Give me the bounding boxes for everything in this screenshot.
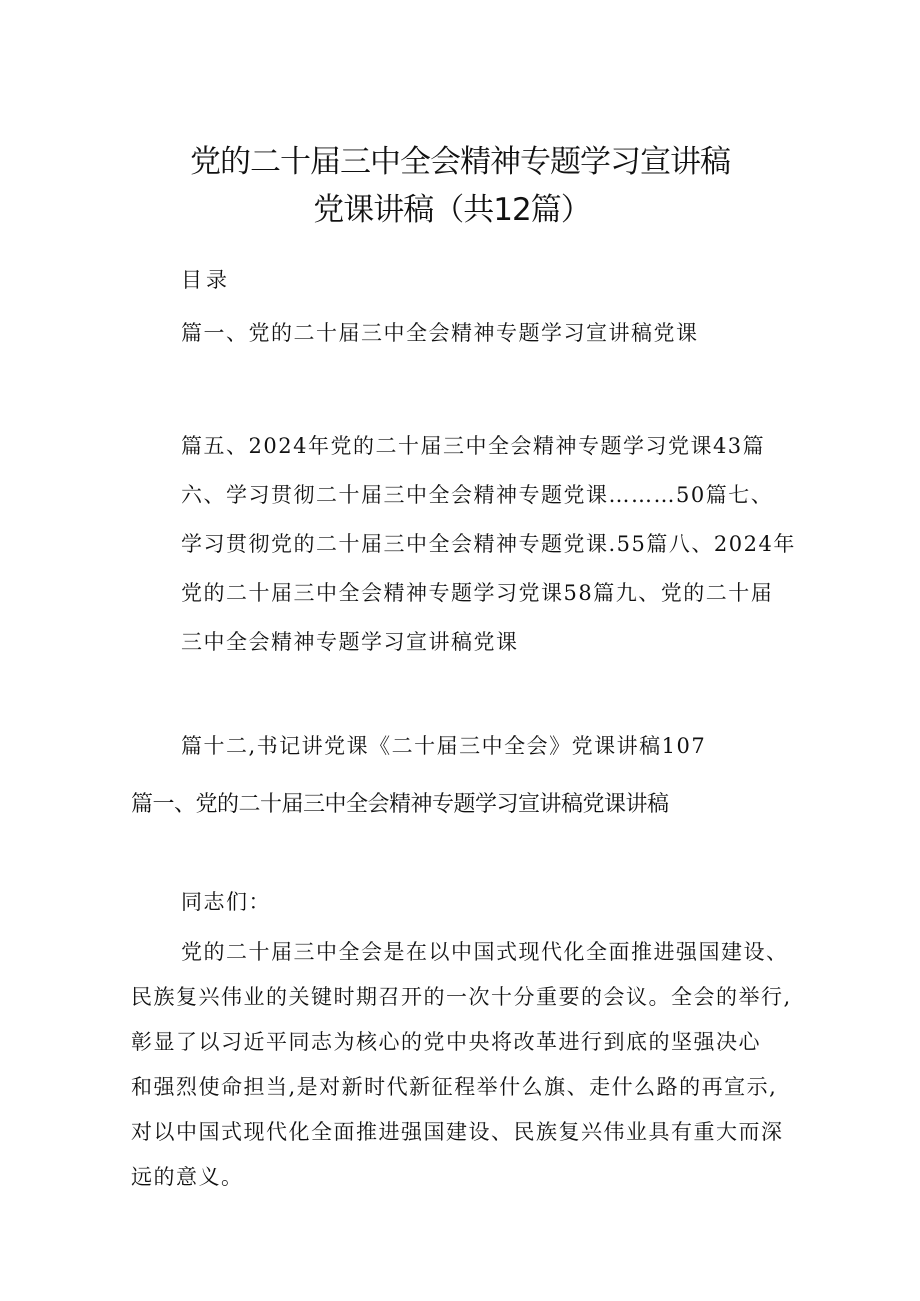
document-title-line-1: 党的二十届三中全会精神专题学习宣讲稿 (190, 144, 730, 180)
body-paragraph (131, 930, 811, 1200)
toc-line: 六、学习贯彻二十届三中全会精神专题党课………50篇七、 (181, 483, 774, 507)
toc-line: 篇十二,书记讲党课《二十届三中全会》党课讲稿107 (181, 734, 707, 758)
document-title-line-2: 党课讲稿（共12篇） (313, 192, 591, 228)
body-line: 党的二十届三中全会是在以中国式现代化全面推进强国建设、 (181, 940, 789, 964)
toc-line: 党的二十届三中全会精神专题学习党课58篇九、党的二十届 (181, 581, 774, 605)
body-line: 彰显了以习近平同志为核心的党中央将改革进行到底的坚强决心 (131, 1030, 761, 1054)
toc-label: 目录 (181, 268, 231, 292)
toc-line: 学习贯彻党的二十届三中全会精神专题党课.55篇八、2024年 (181, 532, 796, 556)
body-line: 民族复兴伟业的关键时期召开的一次十分重要的会议。全会的举行, (131, 985, 792, 1009)
toc-line: 三中全会精神专题学习宣讲稿党课 (181, 630, 519, 654)
greeting: 同志们： (181, 890, 271, 914)
toc-line: 篇五、2024年党的二十届三中全会精神专题学习党课43篇 (181, 434, 766, 458)
body-line: 对以中国式现代化全面推进强国建设、民族复兴伟业具有重大而深 (131, 1120, 784, 1144)
body-line: 远的意义。 (131, 1165, 244, 1189)
body-line: 和强烈使命担当,是对新时代新征程举什么旗、走什么路的再宣示, (131, 1075, 778, 1099)
toc-line: 篇一、党的二十届三中全会精神专题学习宣讲稿党课 (181, 321, 699, 345)
section-heading: 篇一、党的二十届三中全会精神专题学习宣讲稿党课讲稿 (131, 792, 669, 817)
